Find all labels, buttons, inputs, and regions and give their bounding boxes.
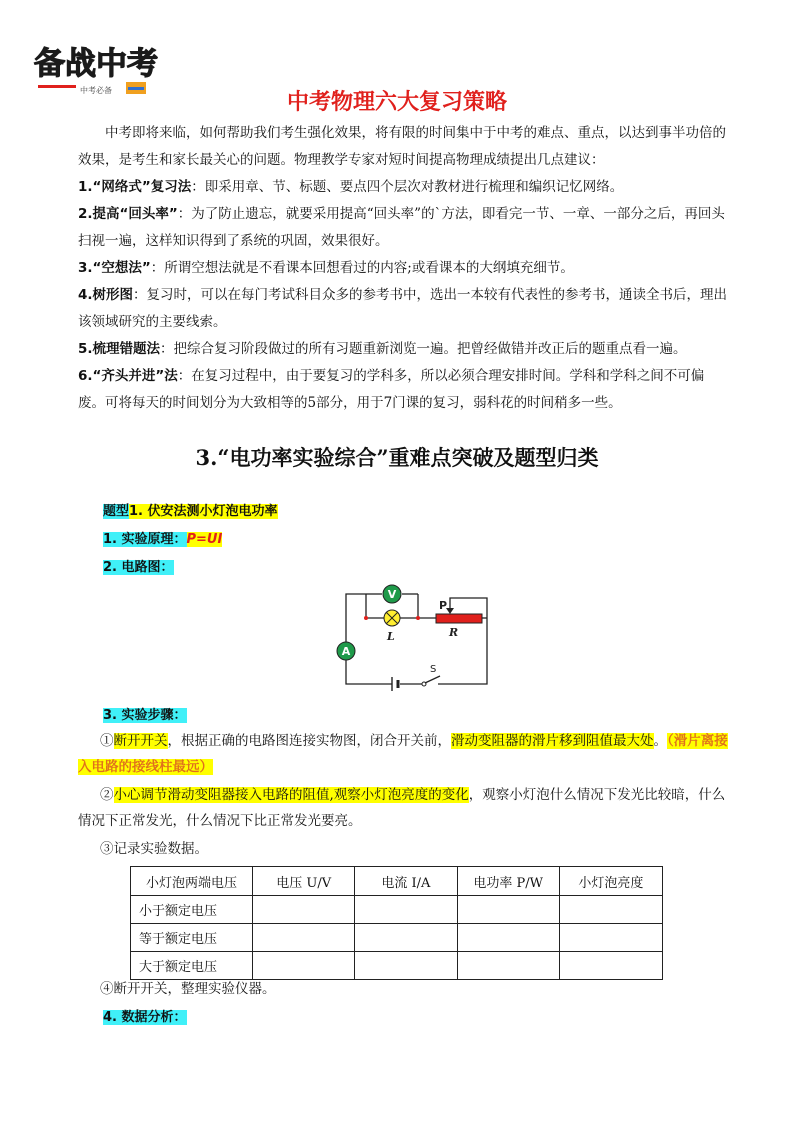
step-highlight: 断开开关 xyxy=(113,733,168,749)
question-type-name: 1. 伏安法测小灯泡电功率 xyxy=(129,504,278,519)
switch-lever xyxy=(425,676,440,683)
principle-formula: P=UI xyxy=(186,532,223,547)
step-num: ② xyxy=(100,787,114,803)
table-header: 电流 I/A xyxy=(355,867,457,896)
tip-label: 2.提高“回头率” xyxy=(78,206,178,222)
lamp-label: L xyxy=(387,630,395,643)
switch-label: S xyxy=(430,664,437,675)
step-num: ① xyxy=(100,733,114,749)
table-cell xyxy=(253,924,355,952)
principle-label: 1. 实验原理： xyxy=(103,532,187,547)
logo-tagline: 中考必备 xyxy=(80,86,112,95)
table-row xyxy=(131,924,663,952)
table-row-label: 等于额定电压 xyxy=(131,924,253,952)
table-header: 电功率 P/W xyxy=(457,867,559,896)
table-cell xyxy=(457,896,559,924)
circuit-diagram xyxy=(328,584,496,692)
table-row xyxy=(131,896,663,924)
table-row-label: 小于额定电压 xyxy=(131,896,253,924)
table-header: 电压 U/V xyxy=(253,867,355,896)
tip-text: ：在复习过程中，由于要复习的学科多，所以必须合理安排时间。学科和学科之间不可偏废。可将每天的时间划分为大致相等的5部分，用于7门课的复习，弱科花的时间稍多一些。 xyxy=(78,368,705,411)
tip-label: 1.“网络式”复习法 xyxy=(78,179,192,195)
wire-left-top xyxy=(346,594,366,642)
step-1 xyxy=(78,728,728,780)
table-header-row xyxy=(131,867,663,896)
wire-right-bottom xyxy=(438,618,487,684)
tip-4 xyxy=(78,282,728,336)
table-cell xyxy=(355,924,457,952)
step-text: 。 xyxy=(653,733,667,749)
table-cell xyxy=(457,924,559,952)
tip-text: ：把综合复习阶段做过的所有习题重新浏览一遍。把曾经做错并改正后的题重点看一遍。 xyxy=(160,341,687,357)
table-cell xyxy=(355,896,457,924)
tip-text: ：即采用章、节、标题、要点四个层次对教材进行梳理和编织记忆网络。 xyxy=(191,179,624,195)
step-4: ④断开开关，整理实验仪器。 xyxy=(100,981,276,997)
table-header: 小灯泡亮度 xyxy=(559,867,662,896)
question-type xyxy=(103,500,278,519)
tip-2 xyxy=(78,201,728,255)
table-cell xyxy=(559,896,662,924)
voltmeter-label: V xyxy=(387,588,397,601)
tip-label: 5.梳理错题法 xyxy=(78,341,161,357)
tip-1 xyxy=(78,174,728,201)
junction-dot xyxy=(416,616,420,620)
principle xyxy=(103,528,222,547)
steps-label: 3. 实验步骤： xyxy=(103,708,187,723)
circuit-label: 2. 电路图： xyxy=(103,560,174,575)
table-cell xyxy=(559,924,662,952)
slider-arrow xyxy=(446,608,454,614)
section-heading: 3.“电功率实验综合”重难点突破及题型归类 xyxy=(195,445,599,470)
page-title: 中考物理六大复习策略 xyxy=(286,90,507,115)
logo-text: 备战中考 xyxy=(34,46,158,82)
step-2 xyxy=(78,782,728,834)
step-highlight: 小心调节滑动变阻器接入电路的阻值,观察小灯泡亮度的变化 xyxy=(113,787,469,803)
tip-text: ：复习时，可以在每门考试科目众多的参考书中，选出一本较有代表性的参考书，通读全书后，理出该领域研究的主要线索。 xyxy=(78,287,728,330)
table-row-label: 大于额定电压 xyxy=(131,952,253,980)
steps-label-row xyxy=(103,704,187,723)
intro-paragraph: 中考即将来临，如何帮助我们考生强化效果，将有限的时间集中于中考的难点、重点，以达到事半功倍的效果，是考生和家长最关心的问题。物理教学专家对短时间提高物理成绩提出几点建议： xyxy=(78,125,726,168)
table-header: 小灯泡两端电压 xyxy=(131,867,253,896)
table-cell xyxy=(253,896,355,924)
wire-bottom-left xyxy=(346,660,392,684)
rheostat-label: R xyxy=(449,626,459,639)
junction-dot xyxy=(364,616,368,620)
tip-6 xyxy=(78,363,728,417)
rheostat-symbol xyxy=(436,614,482,623)
tip-text: ：为了防止遗忘，就要采用提高“回头率”的`方法，即看完一节、一章、一部分之后，再回头扫视一遍，这样知识得到了系统的巩固，效果很好。 xyxy=(78,206,725,249)
step-note: （滑片离接入电路的接线柱最远） xyxy=(78,733,728,775)
step-text: ，根据正确的电路图连接实物图，闭合开关前， xyxy=(167,733,451,749)
question-type-prefix: 题型 xyxy=(103,504,130,519)
data-table xyxy=(130,866,663,980)
ammeter-label: A xyxy=(341,645,351,658)
step-highlight: 滑动变阻器的滑片移到阻值最大处 xyxy=(451,733,654,749)
analysis-label: 4. 数据分析： xyxy=(103,1010,187,1025)
step-3: ③记录实验数据。 xyxy=(100,841,208,857)
circuit-label-row xyxy=(103,556,174,575)
slider-label: P xyxy=(439,599,448,612)
tip-label: 4.树形图 xyxy=(78,287,134,303)
tip-label: 3.“空想法” xyxy=(78,260,151,276)
analysis-label-row xyxy=(103,1006,187,1025)
tip-label: 6.“齐头并进”法 xyxy=(78,368,178,384)
tip-text: ：所谓空想法就是不看课本回想看过的内容;或看课本的大纲填充细节。 xyxy=(150,260,574,276)
step-text: ，观察小灯泡什么情况下发光比较暗，什么情况下正常发光，什么情况下比正常发光要亮。 xyxy=(78,787,726,829)
tip-3 xyxy=(78,255,728,282)
tip-5 xyxy=(78,336,728,363)
